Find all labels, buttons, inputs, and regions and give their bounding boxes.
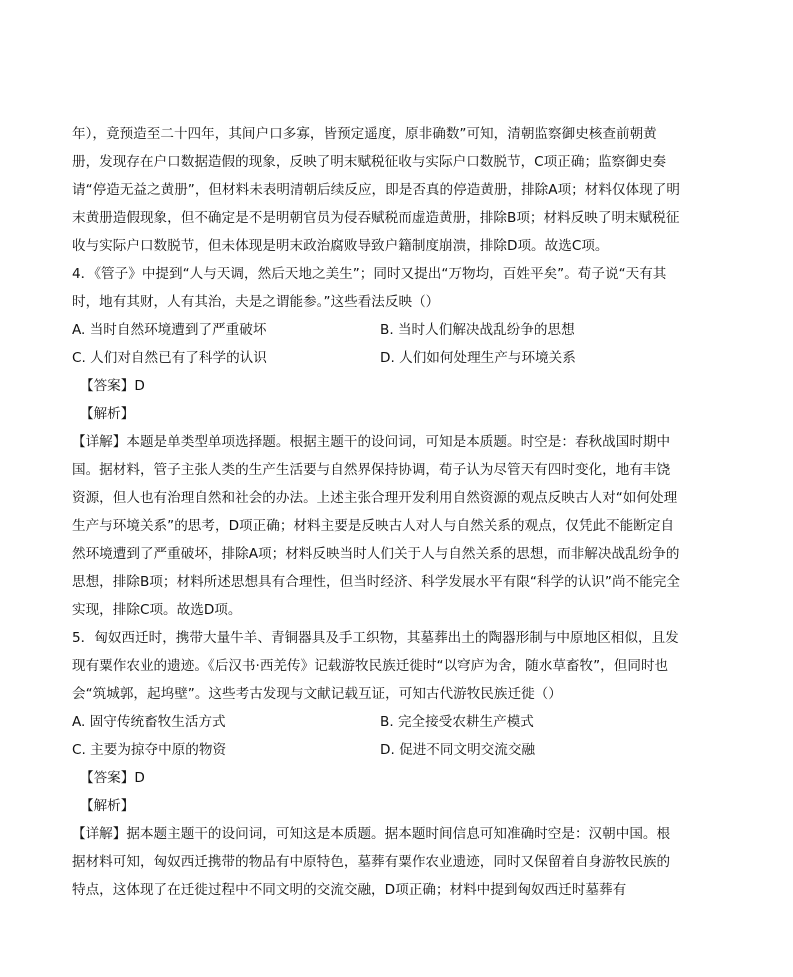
q4-option-d: D. 人们如何处理生产与环境关系 (380, 350, 576, 366)
q5-option-b: B. 完全接受农耕生产模式 (380, 714, 534, 730)
q5-options (72, 708, 682, 764)
q5-option-c: C. 主要为掠夺中原的物资 (72, 742, 227, 758)
q5-answer: 【答案】D (80, 770, 145, 786)
q4-answer: 【答案】D (80, 378, 145, 394)
question-4 (72, 260, 682, 624)
q5-detail: 【详解】据本题主题干的设问词，可知这是本质题。据本题时间信息可知准确时空是：汉朝中国。根据材料可知，匈奴西迁携带的物品有中原特色，墓葬有粟作农业遗迹，同时又保留着自身游牧民族的特点，这体现了在迁徙过程中不同文明的交流交融，D项正确；材料中提到匈奴西迁时墓葬有 (72, 826, 671, 898)
q4-options (72, 316, 682, 372)
q5-option-d: D. 促进不同文明交流交融 (380, 742, 536, 758)
question-5 (72, 624, 682, 904)
q4-option-b: B. 当时人们解决战乱纷争的思想 (380, 322, 575, 338)
q4-analysis-label: 【解析】 (80, 406, 135, 422)
q5-stem: 5．匈奴西迁时，携带大量牛羊、青铜器具及手工织物，其墓葬出土的陶器形制与中原地区相似，且发现有粟作农业的遗迹。《后汉书·西羌传》记载游牧民族迁徙时“以穹庐为舍，随水草畜牧”，但同时也会“筑城郭，起坞壁”。这些考古发现与文献记载互证，可知古代游牧民族迁徙（） (72, 630, 679, 702)
document-content (72, 120, 682, 904)
q3-analysis-tail: 年），竟预造至二十四年，其间户口多寡，皆预定遥度，原非确数”可知，清朝监察御史核查前朝黄册，发现存在户口数据造假的现象，反映了明末赋税征收与实际户口数脱节，C项正确；监察御史奏请“停造无益之黄册”，但材料未表明清朝后续反应，即是否真的停造黄册，排除A项；材料仅体现了明末黄册造假现象，但不确定是不是明朝官员为侵吞赋税而虚造黄册，排除B项；材料反映了明末赋税征收与实际户口数脱节，但未体现是明末政治腐败导致户籍制度崩溃，排除D项。故选C项。 (72, 126, 680, 254)
q5-analysis-label: 【解析】 (80, 798, 135, 814)
q4-detail: 【详解】本题是单类型单项选择题。根据主题干的设问词，可知是本质题。时空是：春秋战国时期中国。据材料，管子主张人类的生产生活要与自然界保持协调，荀子认为尽管天有四时变化，地有丰饶资源，但人也有治理自然和社会的办法。上述主张合理开发利用自然资源的观点反映古人对“如何处理生产与环境关系”的思考，D项正确；材料主要是反映古人对人与自然关系的观点，仅凭此不能断定自然环境遭到了严重破坏，排除A项；材料反映当时人们关于人与自然关系的思想，而非解决战乱纷争的思想，排除B项；材料所述思想具有合理性，但当时经济、科学发展水平有限“科学的认识”尚不能完全实现，排除C项。故选D项。 (72, 434, 680, 618)
q4-option-a: A. 当时自然环境遭到了严重破坏 (72, 322, 267, 338)
q4-option-c: C. 人们对自然已有了科学的认识 (72, 350, 267, 366)
q5-option-a: A. 固守传统畜牧生活方式 (72, 714, 226, 730)
q4-stem: 4．《管子》中提到“人与天调，然后天地之美生”；同时又提出“万物均，百姓平矣”。荀子说“天有其时，地有其财，人有其治，夫是之谓能参。”这些看法反映（） (72, 266, 667, 310)
